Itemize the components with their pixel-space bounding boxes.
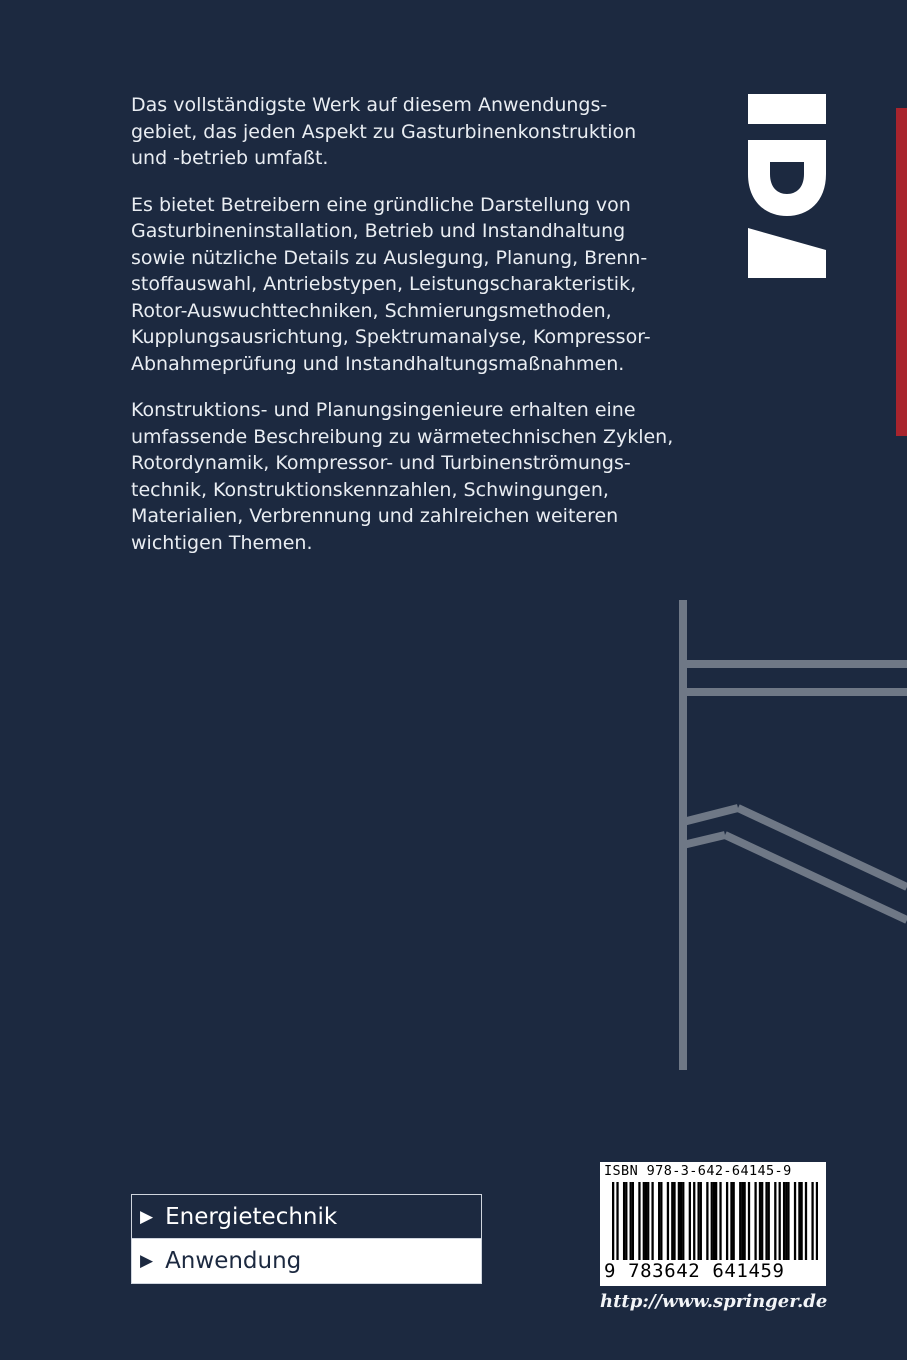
publisher-url[interactable]: http://www.springer.de: [600, 1291, 828, 1312]
barcode-bar: [774, 1182, 776, 1260]
text-line: Kupplungsausrichtung, Spektrumanalyse, Kompressor-: [131, 326, 651, 348]
barcode-bar: [719, 1182, 721, 1260]
description-paragraph-3: [131, 397, 674, 556]
right-triangle-icon: ▶: [140, 1206, 154, 1227]
barcode-bar: [623, 1182, 625, 1260]
barcode-bar: [667, 1182, 669, 1260]
barcode-bar: [726, 1182, 728, 1260]
vdi-logo-letter-v: [748, 228, 826, 278]
barcode-bar: [711, 1182, 713, 1260]
barcode-bar: [693, 1182, 695, 1260]
text-line: Abnahmeprüfung und Instandhaltungsmaßnahmen.: [131, 352, 625, 375]
text-line: gebiet, das jeden Aspekt zu Gasturbinenkonstruktion: [131, 120, 637, 143]
barcode-bar: [783, 1182, 785, 1260]
barcode-bar: [811, 1182, 813, 1260]
barcode-bar: [761, 1182, 763, 1260]
deco-diagonal-line-upper: [683, 808, 738, 822]
text-line: sowie nützliche Details zu Auslegung, Planung, Brenn-: [131, 246, 648, 269]
vdi-logo: [748, 92, 826, 278]
category-energietechnik: [132, 1195, 481, 1239]
isbn-label: ISBN 978-3-642-64145-9: [604, 1163, 792, 1179]
category-label: Energietechnik: [165, 1203, 338, 1230]
barcode-bar: [798, 1182, 800, 1260]
barcode-bar: [743, 1182, 745, 1260]
barcode-bar: [612, 1182, 614, 1260]
isbn-barcode: [600, 1162, 826, 1286]
text-line: und -betrieb umfaßt.: [131, 147, 329, 169]
text-line: Rotor-Auswuchttechniken, Schmierungsmethoden,: [131, 299, 612, 322]
category-anwendung: [132, 1239, 481, 1283]
barcode-bar: [651, 1182, 653, 1260]
text-line: Konstruktions- und Planungsingenieure erhalten eine: [131, 399, 636, 421]
barcode-bar: [632, 1182, 634, 1260]
barcode-bar: [630, 1182, 632, 1260]
barcode-bar: [713, 1182, 715, 1260]
barcode-bar: [785, 1182, 787, 1260]
barcode-bar: [754, 1182, 756, 1260]
barcode-bar: [768, 1182, 770, 1260]
text-line: technik, Konstruktionskennzahlen, Schwingungen,: [131, 478, 609, 501]
vdi-logo-letter-d: [748, 140, 826, 216]
barcode-bar: [638, 1182, 640, 1260]
deco-diagonal-line-lower: [683, 835, 725, 845]
text-line: wichtigen Themen.: [131, 531, 313, 554]
barcode-bar: [673, 1182, 675, 1260]
text-line: umfassende Beschreibung zu wärmetechnischen Zyklen,: [131, 425, 674, 448]
barcode-bar: [645, 1182, 647, 1260]
barcode-bar: [689, 1182, 691, 1260]
barcode-bar: [715, 1182, 717, 1260]
barcode-bar: [647, 1182, 649, 1260]
accent-red-bar: [896, 108, 907, 436]
barcode-bar: [625, 1182, 627, 1260]
barcode-bar: [779, 1182, 781, 1260]
barcode-bar: [800, 1182, 802, 1260]
deco-diagonal-line-upper-slope: [738, 808, 907, 887]
barcode-bar: [739, 1182, 741, 1260]
text-line: Das vollständigste Werk auf diesem Anwendungs-: [131, 94, 608, 116]
text-line: Materialien, Verbrennung und zahlreichen weiteren: [131, 505, 619, 527]
barcode-bar: [682, 1182, 684, 1260]
text-line: Rotordynamik, Kompressor- und Turbinenströmungs-: [131, 452, 631, 474]
barcode-bar: [671, 1182, 673, 1260]
barcode-bar: [794, 1182, 796, 1260]
barcode-digits: 9 783642 641459: [604, 1260, 785, 1282]
barcode-bar: [733, 1182, 735, 1260]
barcode-bar: [697, 1182, 699, 1260]
barcode-bar: [700, 1182, 702, 1260]
description-paragraph-1: [131, 92, 671, 172]
barcode-bar: [680, 1182, 682, 1260]
barcode-bar: [741, 1182, 743, 1260]
text-line: Gasturbineninstallation, Betrieb und Instandhaltung: [131, 220, 626, 242]
barcode-bar: [643, 1182, 645, 1260]
back-cover-description: [131, 92, 674, 576]
right-triangle-icon: ▶: [140, 1251, 154, 1271]
decorative-lines: [660, 590, 907, 1080]
barcode-bar: [660, 1182, 662, 1260]
barcode-bar: [805, 1182, 807, 1260]
category-box: [131, 1194, 482, 1284]
barcode-bars: [612, 1182, 818, 1260]
barcode-bar: [816, 1182, 818, 1260]
barcode-bar: [759, 1182, 761, 1260]
barcode-bar: [706, 1182, 708, 1260]
barcode-bar: [616, 1182, 618, 1260]
category-label: Anwendung: [165, 1248, 302, 1274]
barcode-bar: [787, 1182, 789, 1260]
barcode-bar: [748, 1182, 750, 1260]
barcode-bar: [678, 1182, 680, 1260]
barcode-bar: [730, 1182, 732, 1260]
barcode-bar: [765, 1182, 767, 1260]
barcode-bar: [658, 1182, 660, 1260]
vdi-logo-letter-i: [748, 94, 826, 124]
description-paragraph-2: [131, 192, 671, 378]
text-line: stoffauswahl, Antriebstypen, Leistungscharakteristik,: [131, 273, 637, 295]
text-line: Es bietet Betreibern eine gründliche Darstellung von: [131, 193, 631, 216]
